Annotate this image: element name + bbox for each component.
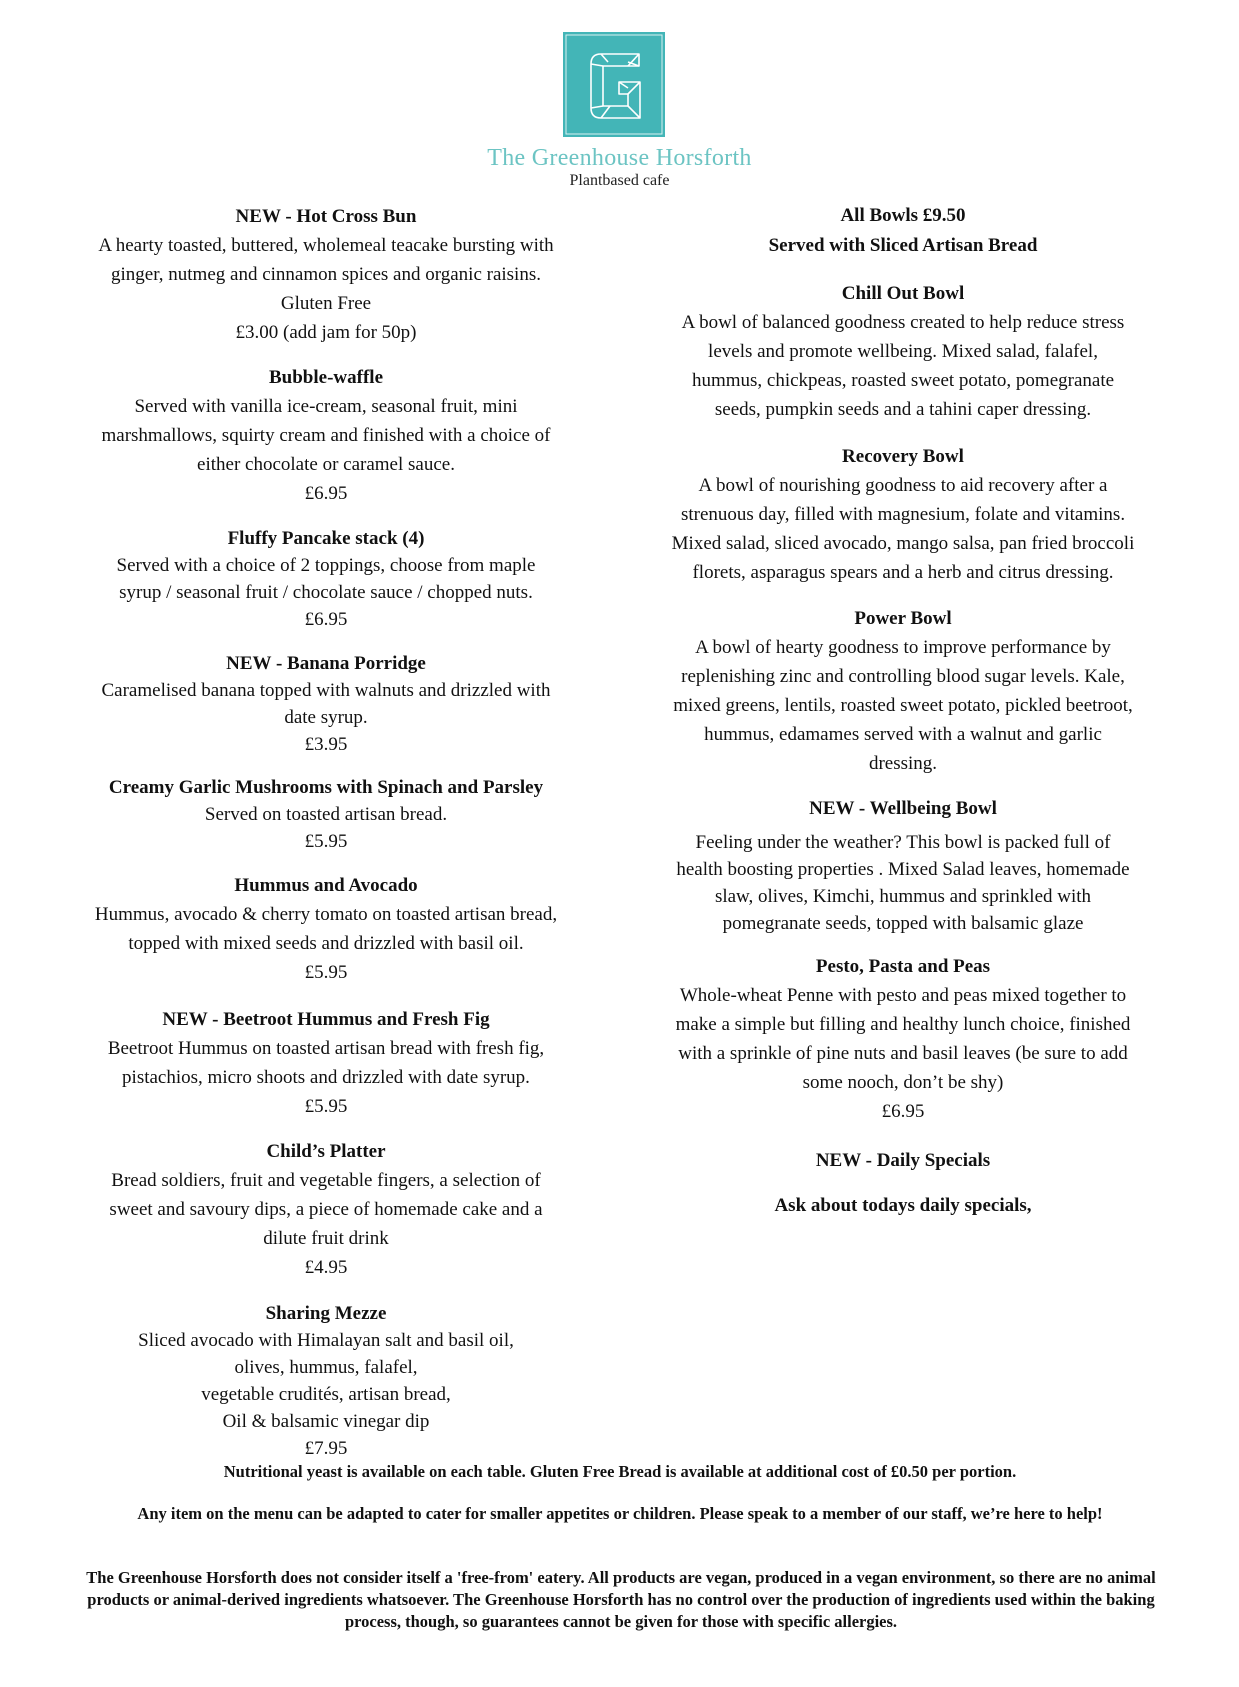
menu-item-description: Served on toasted artisan bread. bbox=[204, 803, 448, 825]
menu-section-subtitle: Served with Sliced Artisan Bread bbox=[768, 235, 1038, 256]
menu-item-title: Creamy Garlic Mushrooms with Spinach and Parsley bbox=[108, 776, 544, 798]
brand-name: The Greenhouse Horsforth bbox=[487, 145, 752, 171]
menu-item-title: Bubble-waffle bbox=[269, 366, 383, 388]
menu-item-description: seeds, pumpkin seeds and a tahini caper dressing. bbox=[714, 398, 1092, 420]
menu-item bbox=[46, 363, 606, 508]
menu-item-description: make a simple but filling and healthy lunch choice, finished bbox=[675, 1013, 1131, 1035]
g-monogram-icon bbox=[563, 32, 665, 137]
menu-item-description: Mixed salad, sliced avocado, mango salsa, pan fried broccoli bbox=[671, 532, 1135, 554]
menu-item-price: £6.95 bbox=[881, 1100, 925, 1122]
menu-item-title: Child’s Platter bbox=[266, 1140, 386, 1162]
menu-item-title: Pesto, Pasta and Peas bbox=[815, 955, 991, 977]
menu-item-description: slaw, olives, Kimchi, hummus and sprinkled with bbox=[714, 885, 1092, 907]
menu-item-description: Served with a choice of 2 toppings, choose from maple bbox=[116, 554, 536, 576]
menu-item bbox=[46, 202, 606, 347]
menu-item-description: pistachios, micro shoots and drizzled with date syrup. bbox=[122, 1066, 530, 1088]
menu-item-description: either chocolate or caramel sauce. bbox=[197, 453, 455, 475]
menu-item-description: health boosting properties . Mixed Salad leaves, homemade bbox=[676, 858, 1130, 880]
menu-item bbox=[46, 1005, 606, 1121]
menu-item-price: £5.95 bbox=[304, 961, 348, 983]
menu-item-description: vegetable crudités, artisan bread, bbox=[201, 1383, 451, 1405]
menu-item bbox=[46, 871, 606, 987]
note-adapt-items: Any item on the menu can be adapted to cater for smaller appetites or children. Please speak to a member of our staff, we’re here to help! bbox=[137, 1504, 1103, 1523]
menu-item-description: dressing. bbox=[868, 752, 938, 774]
menu-item-description: with a sprinkle of pine nuts and basil leaves (be sure to add bbox=[678, 1042, 1128, 1064]
menu-item-price: £3.00 (add jam for 50p) bbox=[235, 321, 417, 343]
menu-item-title: All Bowls £9.50 bbox=[840, 205, 966, 226]
menu-item-description: pomegranate seeds, topped with balsamic glaze bbox=[722, 912, 1084, 934]
brand-subtitle: Plantbased cafe bbox=[569, 172, 670, 189]
menu-item-description: sweet and savoury dips, a piece of homemade cake and a bbox=[109, 1198, 543, 1220]
menu-item-description: syrup / seasonal fruit / chocolate sauce / chopped nuts. bbox=[119, 581, 533, 603]
menu-item bbox=[46, 525, 606, 633]
menu-item-title: NEW - Wellbeing Bowl bbox=[809, 797, 997, 819]
menu-item-title: Recovery Bowl bbox=[842, 445, 964, 467]
menu-item-description: levels and promote wellbeing. Mixed salad, falafel, bbox=[708, 340, 1098, 362]
menu-item-description: date syrup. bbox=[284, 706, 368, 728]
menu-item-description: A bowl of nourishing goodness to aid recovery after a bbox=[698, 474, 1108, 496]
menu-item-title: Hummus and Avocado bbox=[234, 874, 418, 896]
menu-item-description: Caramelised banana topped with walnuts and drizzled with bbox=[101, 679, 551, 701]
menu-item-price: £5.95 bbox=[304, 830, 348, 852]
menu-item-description: A bowl of balanced goodness created to help reduce stress bbox=[681, 311, 1125, 333]
menu-item-description: ginger, nutmeg and cinnamon spices and organic raisins. bbox=[111, 263, 541, 285]
menu-item-description: Whole-wheat Penne with pesto and peas mixed together to bbox=[679, 984, 1127, 1006]
menu-item-description: Hummus, avocado & cherry tomato on toasted artisan bread, bbox=[94, 903, 558, 925]
menu-item-description: florets, asparagus spears and a herb and citrus dressing. bbox=[692, 561, 1114, 583]
menu-item-description: hummus, chickpeas, roasted sweet potato, pomegranate bbox=[691, 369, 1115, 391]
menu-item-description: some nooch, don’t be shy) bbox=[802, 1071, 1004, 1093]
menu-item-description: A hearty toasted, buttered, wholemeal teacake bursting with bbox=[98, 234, 554, 256]
note-nutritional-yeast: Nutritional yeast is available on each table. Gluten Free Bread is available at additional cost of £0.50 per portion. bbox=[223, 1462, 1017, 1481]
menu-item bbox=[623, 604, 1183, 778]
menu-item-description: dilute fruit drink bbox=[263, 1227, 389, 1249]
menu-item-description: Sliced avocado with Himalayan salt and basil oil, bbox=[138, 1329, 514, 1351]
menu-item bbox=[623, 952, 1183, 1126]
menu-item-price: £6.95 bbox=[304, 482, 348, 504]
brand-logo bbox=[563, 32, 665, 137]
menu-item bbox=[46, 650, 606, 758]
menu-item-price: £3.95 bbox=[304, 733, 348, 755]
menu-item bbox=[46, 774, 606, 855]
menu-item-description: topped with mixed seeds and drizzled with basil oil. bbox=[128, 932, 524, 954]
menu-item-description: olives, hummus, falafel, bbox=[234, 1356, 418, 1378]
menu-item-title: NEW - Daily Specials bbox=[815, 1149, 991, 1171]
menu-item-description: Bread soldiers, fruit and vegetable fingers, a selection of bbox=[111, 1169, 541, 1191]
menu-item-price: £4.95 bbox=[304, 1256, 348, 1278]
menu-item-title: Ask about todays daily specials, bbox=[774, 1194, 1032, 1216]
note-allergy-disclaimer: The Greenhouse Horsforth does not consider itself a 'free-from' eatery. All products are vegan, produced in a vegan environment, so there are no animal products or animal-derived ingredients whatsoever. The Greenhouse Horsforth has no control over the production of ingredients used within the baking process, though, so guarantees cannot be given for those with specific allergies. bbox=[86, 1568, 1156, 1631]
menu-item-description: Beetroot Hummus on toasted artisan bread with fresh fig, bbox=[107, 1037, 545, 1059]
menu-item bbox=[46, 1137, 606, 1282]
menu-item-title: Fluffy Pancake stack (4) bbox=[227, 527, 425, 549]
menu-item-price: £5.95 bbox=[304, 1095, 348, 1117]
menu-item-description: Gluten Free bbox=[280, 292, 372, 314]
menu-item-description: Served with vanilla ice-cream, seasonal fruit, mini bbox=[134, 395, 518, 417]
menu-item bbox=[623, 1191, 1183, 1220]
menu-item-title: NEW - Hot Cross Bun bbox=[235, 205, 417, 227]
menu-item-title: NEW - Beetroot Hummus and Fresh Fig bbox=[162, 1008, 490, 1030]
menu-item bbox=[623, 1146, 1183, 1175]
menu-item bbox=[623, 279, 1183, 424]
menu-item-description: marshmallows, squirty cream and finished with a choice of bbox=[101, 424, 551, 446]
menu-item-price: £6.95 bbox=[304, 608, 348, 630]
menu-item-title: Sharing Mezze bbox=[265, 1302, 387, 1324]
menu-item-description: hummus, edamames served with a walnut and garlic bbox=[704, 723, 1102, 745]
menu-item-description: Oil & balsamic vinegar dip bbox=[222, 1410, 430, 1432]
menu-item-description: A bowl of hearty goodness to improve performance by bbox=[695, 636, 1111, 658]
menu-item-description: Feeling under the weather? This bowl is packed full of bbox=[695, 831, 1111, 853]
menu-item bbox=[46, 1300, 606, 1462]
menu-item-price: £7.95 bbox=[304, 1437, 348, 1459]
menu-item-title: Power Bowl bbox=[854, 607, 952, 629]
menu-item-description: mixed greens, lentils, roasted sweet potato, pickled beetroot, bbox=[673, 694, 1133, 716]
menu-item bbox=[623, 201, 1183, 261]
menu-item-title: Chill Out Bowl bbox=[841, 282, 965, 304]
menu-item bbox=[623, 442, 1183, 587]
menu-item-description: replenishing zinc and controlling blood sugar levels. Kale, bbox=[681, 665, 1125, 687]
menu-item-title: NEW - Banana Porridge bbox=[226, 652, 426, 674]
menu-item-description: strenuous day, filled with magnesium, folate and vitamins. bbox=[680, 503, 1126, 525]
menu-item bbox=[623, 795, 1183, 937]
